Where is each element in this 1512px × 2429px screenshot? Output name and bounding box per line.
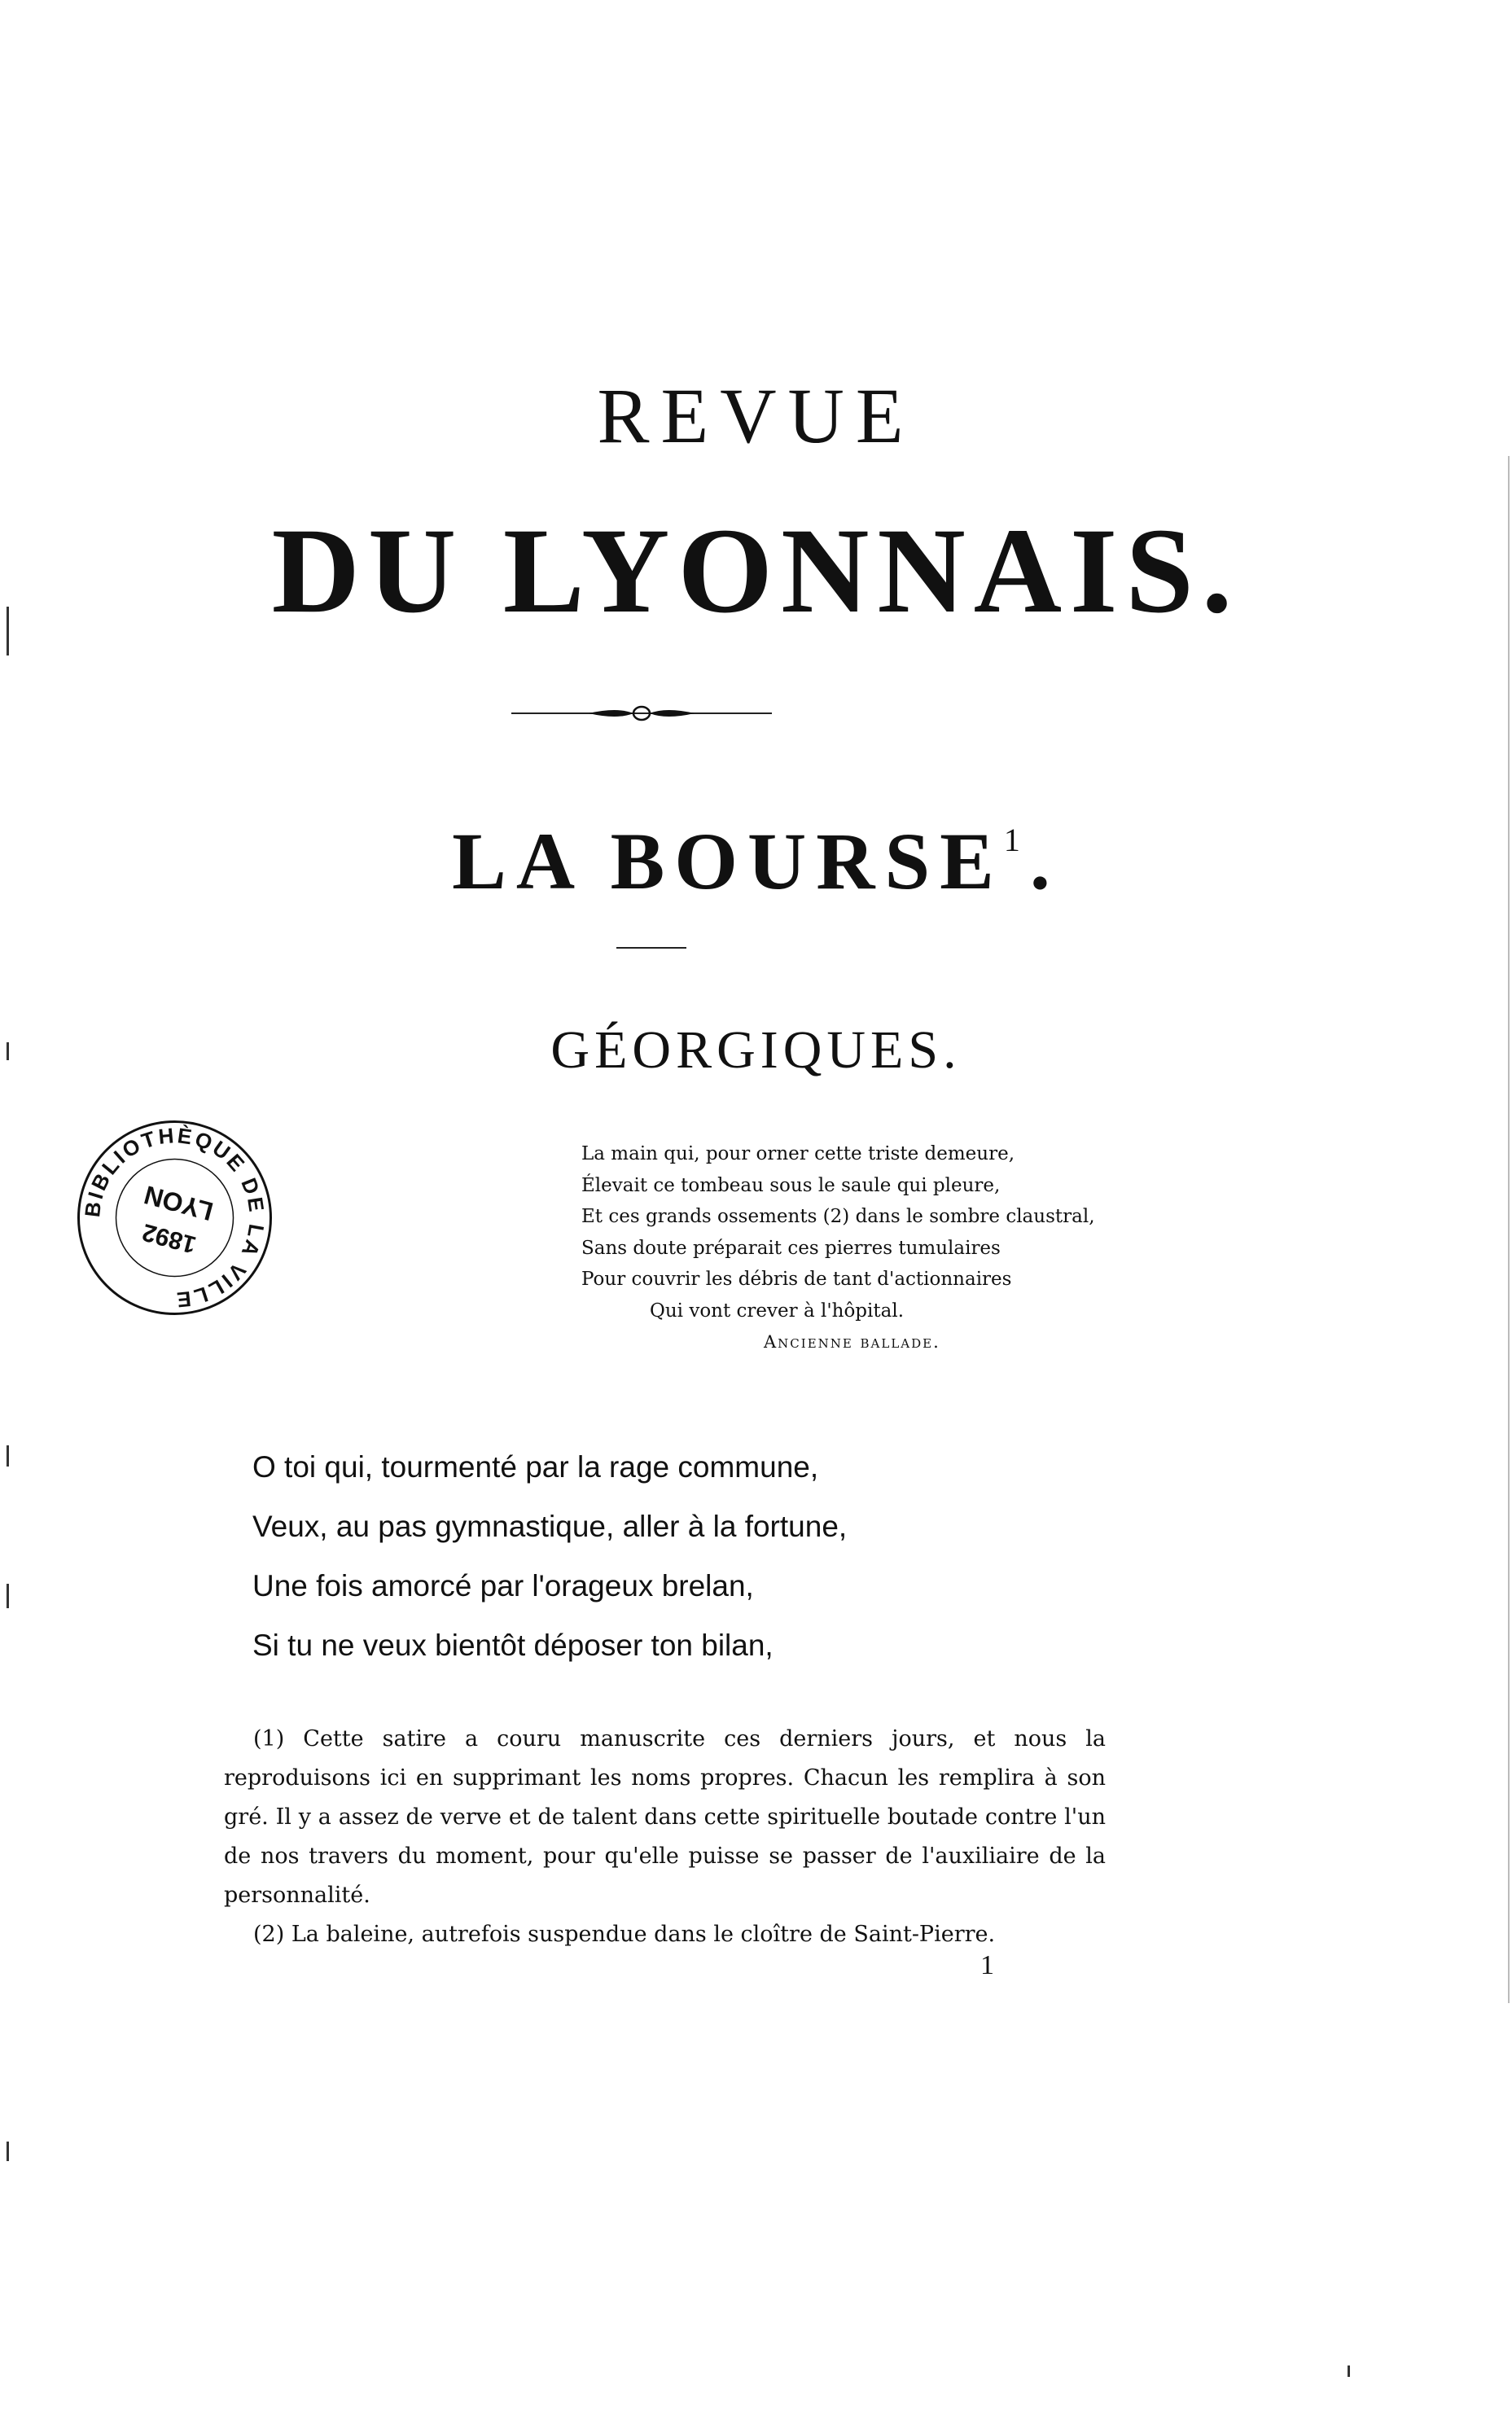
page-number: 1 — [980, 1950, 994, 1980]
article-subtitle: GÉORGIQUES. — [550, 1020, 962, 1080]
scan-mark — [7, 1445, 9, 1467]
short-divider — [616, 947, 686, 949]
masthead-du-lyonnais: DU LYONNAIS. — [271, 503, 1241, 638]
stamp-outer-text: BIBLIOTHÈQUE DE LA VILLE — [80, 1122, 270, 1313]
article-title-text: LA BOURSE — [452, 816, 1004, 906]
article-title — [0, 814, 1512, 908]
epigraph-line: La main qui, pour orner cette triste demeure, — [581, 1143, 1015, 1164]
epigraph-line: Pour couvrir les débris de tant d'actionnaires — [581, 1269, 1012, 1290]
scan-mark — [7, 2142, 9, 2161]
library-stamp — [75, 1118, 274, 1318]
epigraph-line: Qui vont crever à l'hôpital. — [650, 1300, 905, 1322]
title-period: . — [1029, 816, 1060, 906]
epigraph-attribution: Ancienne ballade. — [764, 1332, 940, 1352]
stamp-year: 1892 — [139, 1218, 199, 1259]
stamp-city: LYON — [141, 1180, 217, 1227]
scan-edge — [1508, 456, 1510, 2003]
ornamental-divider — [511, 699, 772, 728]
verse-line: Une fois amorcé par l'orageux brelan, — [252, 1569, 754, 1603]
footnote: (1) Cette satire a couru manuscrite ces derniers jours, et nous la reproduisons ici en supprimant les noms propres. Chacun les remplira à son gré. Il y a assez de verve et de talent dans cette spirituelle boutade contre l'un de nos travers du moment, pour qu'elle puisse se passer de l'auxiliaire de la personnalité. — [224, 1726, 1106, 1908]
verse-line: Veux, au pas gymnastique, aller à la fortune, — [252, 1510, 848, 1543]
scan-mark — [7, 607, 9, 655]
scan-mark — [7, 1584, 9, 1608]
verse-line: Si tu ne veux bientôt déposer ton bilan, — [252, 1629, 774, 1662]
verse-line: O toi qui, tourmenté par la rage commune, — [252, 1450, 819, 1484]
masthead-revue: REVUE — [597, 372, 915, 459]
footnote: (2) La baleine, autrefois suspendue dans le cloître de Saint-Pierre. — [253, 1922, 996, 1947]
title-footnote-mark: 1 — [1003, 822, 1030, 858]
epigraph-line: Et ces grands ossements (2) dans le sombre claustral, — [581, 1206, 1095, 1227]
epigraph-line: Élevait ce tombeau sous le saule qui pleure, — [581, 1174, 1001, 1196]
scan-mark — [1348, 2365, 1350, 2377]
epigraph-line: Sans doute préparait ces pierres tumulaires — [581, 1237, 1001, 1259]
scan-mark — [7, 1042, 9, 1060]
poem-verse — [252, 1437, 847, 1675]
footnotes — [224, 1720, 1106, 1954]
epigraph — [581, 1138, 1095, 1358]
